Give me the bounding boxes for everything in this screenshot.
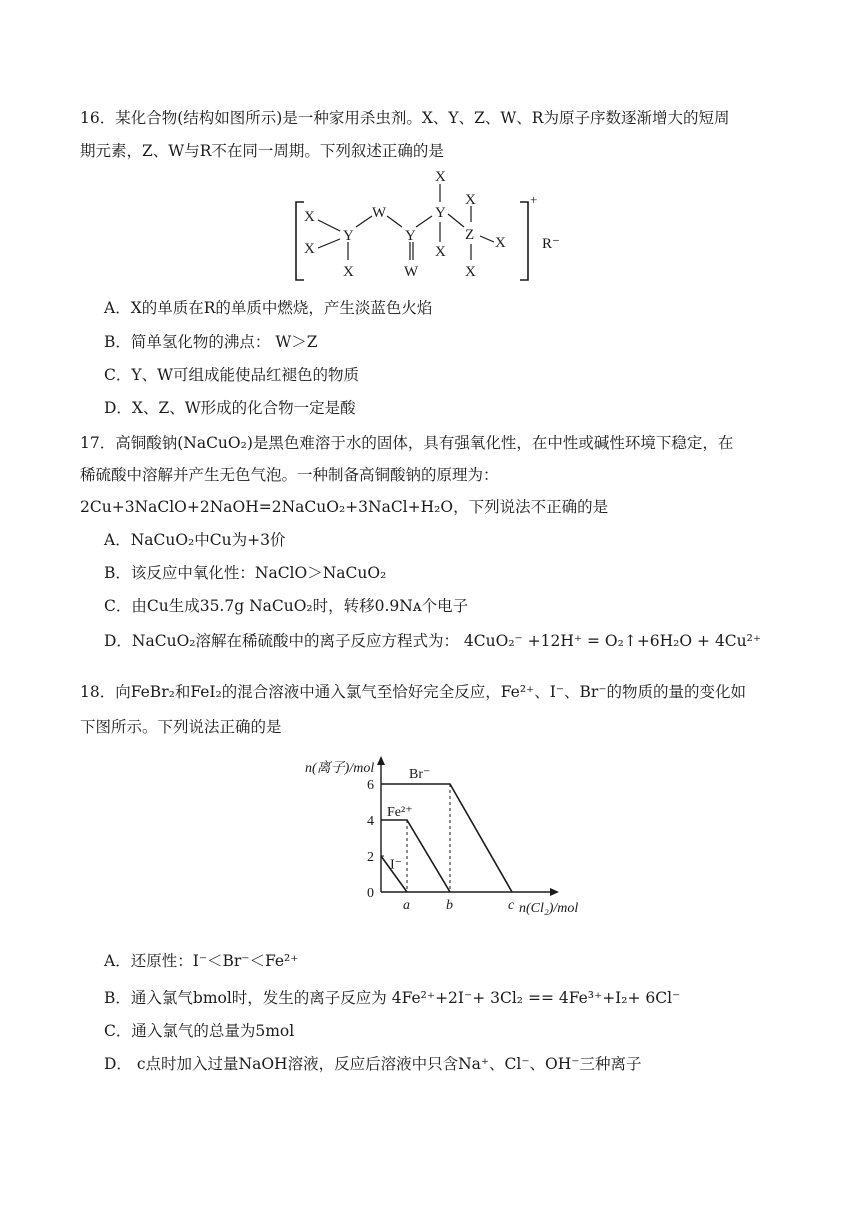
- q18-option-c: C．通入氯气的总量为5mol: [104, 1022, 295, 1040]
- q16-option-b: B．简单氢化物的沸点： W＞Z: [104, 333, 318, 351]
- q16-stem-line1: 16．某化合物(结构如图所示)是一种家用杀虫剂。X、Y、Z、W、R为原子序数逐渐增大的短周: [80, 109, 730, 127]
- atom-x: X: [435, 169, 446, 185]
- atom-x: X: [304, 241, 315, 257]
- x-axis-arrow: [550, 888, 559, 896]
- q18-stem-line2: 下图所示。下列说法正确的是: [80, 718, 282, 736]
- q18-stem-line1: 18．向FeBr₂和FeI₂的混合溶液中通入氯气至恰好完全反应，Fe²⁺、I⁻、Br⁻的物质的量的变化如: [80, 683, 746, 701]
- q17-stem-line1: 17．高铜酸钠(NaCuO₂)是黑色难溶于水的固体，具有强氧化性，在中性或碱性环境下稳定，在: [80, 434, 734, 452]
- x-tick-label: c: [508, 898, 515, 913]
- right-bracket: [520, 202, 528, 280]
- atom-x: X: [343, 264, 354, 280]
- q16-stem-line2: 期元素，Z、W与R不在同一周期。下列叙述正确的是: [80, 142, 444, 160]
- atom-z: Z: [465, 227, 475, 243]
- left-bracket: [296, 202, 304, 280]
- q18-option-a: A．还原性：I⁻＜Br⁻＜Fe²⁺: [104, 952, 299, 970]
- y-axis-label: n(离子)/mol: [305, 761, 375, 776]
- atom-w: W: [372, 205, 387, 221]
- q17-option-d: D．NaCuO₂溶解在稀硫酸中的离子反应方程式为： 4CuO₂⁻ +12H⁺ = O₂↑+6H₂O + 4Cu²⁺: [104, 632, 762, 650]
- q16-option-c: C．Y、W可组成能使品红褪色的物质: [104, 366, 360, 384]
- atom-y: Y: [343, 228, 354, 244]
- atom-x: X: [495, 235, 506, 251]
- q17-option-b: B．该反应中氧化性：NaClO＞NaCuO₂: [104, 564, 387, 582]
- atom-x: X: [465, 264, 476, 280]
- atom-x: X: [465, 192, 476, 208]
- q16-structure-diagram: [290, 164, 580, 289]
- x-tick-label: a: [403, 898, 410, 913]
- y-axis-arrow: [377, 756, 385, 765]
- series-label-i: I⁻: [390, 857, 403, 873]
- y-tick-label: 4: [367, 814, 374, 829]
- atom-w: W: [404, 264, 419, 280]
- q17-option-c: C．由Cu生成35.7g NaCuO₂时，转移0.9Nᴀ个电子: [104, 597, 469, 615]
- atom-x: X: [304, 209, 315, 225]
- q17-stem-line2: 稀硫酸中溶解并产生无色气泡。一种制备高铜酸钠的原理为：: [80, 466, 499, 484]
- y-tick-label: 0: [367, 886, 374, 901]
- series-label-br: Br⁻: [409, 767, 431, 782]
- q17-stem-line3: 2Cu+3NaClO+2NaOH=2NaCuO₂+3NaCl+H₂O，下列说法不正确的是: [80, 498, 609, 516]
- q18-chart: [295, 752, 605, 922]
- atom-y: Y: [405, 228, 416, 244]
- series-line: [381, 820, 450, 892]
- q16-option-a: A．X的单质在R的单质中燃烧，产生淡蓝色火焰: [104, 299, 433, 317]
- series-label-fe: Fe²⁺: [387, 805, 413, 820]
- q18-option-b: B．通入氯气bmol时，发生的离子反应为 4Fe²⁺+2I⁻+ 3Cl₂ == 4Fe³⁺+I₂+ 6Cl⁻: [104, 989, 681, 1007]
- x-tick-label: b: [446, 898, 453, 913]
- counter-ion: R⁻: [542, 236, 560, 252]
- series-line: [381, 784, 512, 892]
- atom-y: Y: [435, 205, 446, 221]
- x-axis-label: n(Cl₂)/mol: [519, 901, 579, 916]
- atom-x: X: [435, 244, 446, 260]
- q16-option-d: D．X、Z、W形成的化合物一定是酸: [104, 399, 356, 417]
- y-tick-label: 2: [367, 850, 374, 865]
- y-tick-label: 6: [367, 778, 374, 793]
- q17-option-a: A．NaCuO₂中Cu为+3价: [104, 531, 286, 549]
- q18-option-d: D． c点时加入过量NaOH溶液，反应后溶液中只含Na⁺、Cl⁻、OH⁻三种离子: [104, 1055, 642, 1073]
- charge-plus: +: [530, 192, 538, 207]
